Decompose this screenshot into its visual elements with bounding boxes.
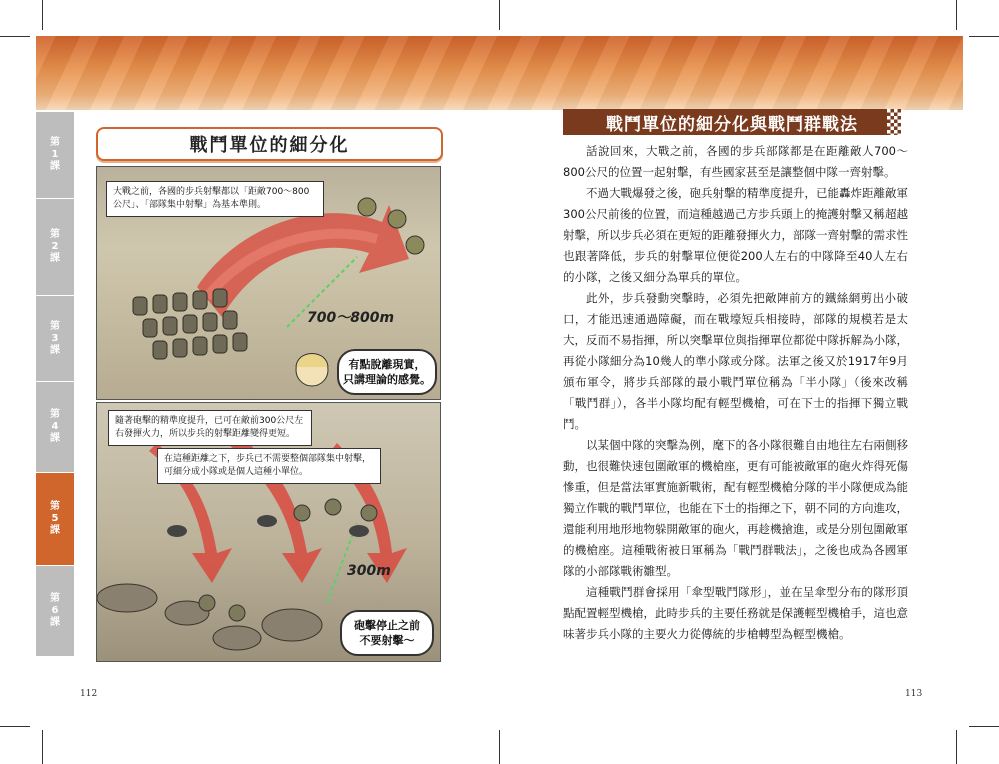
bubble-line: 不要射擊～ xyxy=(359,634,415,647)
body-text xyxy=(563,141,908,645)
tab-label-char: 課 xyxy=(50,253,60,264)
crop-mark xyxy=(499,730,500,764)
paragraph: 這種戰鬥群會採用「傘型戰鬥隊形」，並在呈傘型分布的隊形頂點配置輕型機槍，此時步兵的主要任務就是保護輕型機槍手，這也意味著步兵小隊的主要火力從傳統的步槍轉型為輕型機槍。 xyxy=(563,585,908,641)
distance-label: 700～800m xyxy=(307,310,395,326)
crop-mark xyxy=(0,36,30,37)
bubble-line: 只講理論的感覺。 xyxy=(343,373,431,386)
bubble-line: 有點脫離現實， xyxy=(348,358,426,371)
paragraph: 不過大戰爆發之後，砲兵射擊的精準度提升，已能轟炸距離敵軍300公尺前後的位置，而這種越過己方步兵頭上的掩護射擊又稱超越射擊，所以步兵必須在更短的距離發揮火力，部隊一齊射擊的需求性也跟著降低，步兵的射擊單位便從200人左右的中隊降至40人左右的小隊，之後又細分為單兵的單位。 xyxy=(563,186,908,284)
tab-label-char: 課 xyxy=(50,161,60,172)
chapter-tab-6[interactable] xyxy=(36,566,74,657)
tab-label-char: 課 xyxy=(50,433,60,444)
page-number-left: 112 xyxy=(80,689,98,699)
crop-mark xyxy=(956,0,957,30)
tab-label-char: 6 xyxy=(51,605,59,616)
character-face xyxy=(296,354,328,387)
tab-label-char: 第 xyxy=(50,593,60,604)
chapter-tab-3[interactable] xyxy=(36,296,74,382)
tab-label-char: 課 xyxy=(50,617,60,628)
tab-label-char: 第 xyxy=(50,137,60,148)
tab-label-char: 課 xyxy=(50,344,60,356)
paragraph: 話說回來，大戰之前，各國的步兵部隊都是在距離敵人700～800公尺的位置一起射擊，有些國家甚至是讓整個中隊一齊射擊。 xyxy=(563,144,908,179)
panel2-caption-a: 隨著砲擊的精準度提升，已可在敵前300公尺左右發揮火力，所以步兵的射擊距離變得更短。 xyxy=(108,410,312,446)
tab-label-char: 4 xyxy=(51,421,59,432)
tab-label-char: 5 xyxy=(51,513,59,524)
chapter-tab-2[interactable] xyxy=(36,199,74,296)
comic-panel-2 xyxy=(96,402,441,662)
tab-label-char: 第 xyxy=(50,501,60,512)
crop-mark xyxy=(969,726,999,727)
crop-mark xyxy=(0,726,30,727)
crop-mark xyxy=(956,730,957,764)
rocks xyxy=(97,584,322,650)
page-number-right: 113 xyxy=(905,689,923,699)
comic-panel-1 xyxy=(96,166,441,400)
panel1-caption: 大戰之前，各國的步兵射擊都以「距敵700～800公尺」、「部隊集中射擊」為基本準則。 xyxy=(106,181,324,217)
tab-label-char: 第 xyxy=(50,229,60,240)
section-heading: 戰鬥單位的細分化與戰鬥群戰法 xyxy=(563,109,901,135)
tab-label-char: 1 xyxy=(51,149,59,160)
tab-label-char: 第 xyxy=(50,409,60,420)
tab-label-char: 第 xyxy=(50,320,60,332)
paragraph: 此外，步兵發動突擊時，必須先把敵陣前方的鐵絲網剪出小破口，才能迅速通過障礙，而在戰壕短兵相接時，部隊的規模若是太大，反而不易指揮，所以突擊單位與指揮單位都從中隊拆解為小隊，再從小隊細分為10幾人的準小隊或分隊。法軍之後又於1917年9月頒布軍令，將步兵部隊的最小戰鬥單位稱為「半小隊」（後來改稱「戰鬥群」），各半小隊均配有輕型機槍，可在下士的指揮下獨立戰鬥。 xyxy=(563,291,908,431)
crop-mark xyxy=(969,36,999,37)
tab-label-char: 2 xyxy=(51,241,59,252)
crop-mark xyxy=(42,730,43,764)
chapter-tab-1[interactable] xyxy=(36,112,74,199)
chapter-tab-4[interactable] xyxy=(36,382,74,473)
distance-label: 300m xyxy=(347,563,391,579)
paragraph: 以某個中隊的突擊為例，麾下的各小隊很難自由地往左右兩側移動，也很難快速包圍敵軍的機槍座，更有可能被敵軍的砲火炸得死傷慘重，但是當法軍實施新戰術，配有輕型機槍分隊的半小隊便成為能獨立作戰的戰鬥單位，也能在下士的指揮之下，朝不同的方向進攻，還能利用地形地物躲開敵軍的砲火，再趁機搶進，或是分別包圍敵軍的機槍座。這種戰術被日軍稱為「戰鬥群戰法」，之後也成為各國軍隊的小部隊戰術雛型。 xyxy=(563,438,908,578)
speech-bubble xyxy=(337,349,437,395)
heading-checker-right xyxy=(887,109,901,135)
bubble-line: 砲擊停止之前 xyxy=(354,619,420,632)
panel2-caption-b: 在這種距離之下，步兵已不需要整個部隊集中射擊，可細分成小隊或是個人這種小單位。 xyxy=(157,448,381,484)
tab-label-char: 3 xyxy=(51,332,59,344)
chapter-tab-5[interactable] xyxy=(36,473,74,566)
fire-trajectory-arrow xyxy=(197,205,409,317)
crop-mark xyxy=(499,0,500,30)
section-title: 戰鬥單位的細分化 xyxy=(96,127,443,161)
crop-mark xyxy=(42,0,43,30)
header-band xyxy=(36,36,963,110)
speech-bubble xyxy=(340,610,434,656)
tab-label-char: 課 xyxy=(50,525,60,536)
